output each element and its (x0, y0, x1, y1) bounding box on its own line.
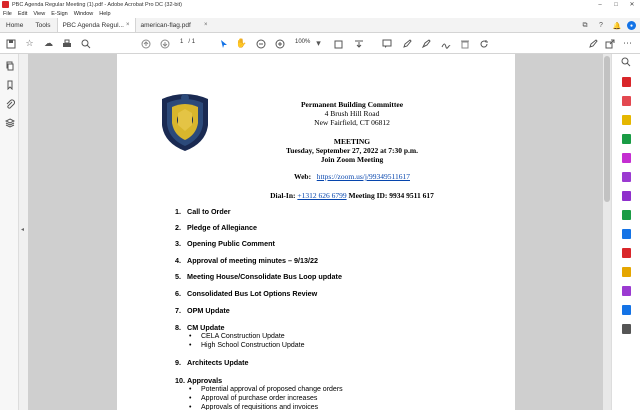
agenda-item-text: CM Update (187, 323, 225, 332)
send-for-signature-icon[interactable] (621, 190, 632, 201)
agenda-item-number: 1. (175, 207, 181, 216)
account-avatar[interactable]: ● (627, 21, 636, 30)
menu-view[interactable]: View (33, 10, 46, 17)
close-tab-icon[interactable]: × (126, 22, 130, 28)
doc-tab-label: american-flag.pdf (140, 21, 191, 29)
menu-window[interactable]: Window (73, 10, 94, 17)
agenda-item-number: 6. (175, 289, 181, 298)
agenda-subitem-text: Approval of purchase order increases (201, 395, 318, 402)
share-screen-icon[interactable]: ⧉ (582, 21, 588, 29)
agenda-item-number: 9. (175, 358, 181, 367)
close-tab-icon[interactable]: × (204, 22, 208, 28)
dialin-number-link[interactable]: +1312 626 6799 (297, 191, 347, 200)
chevron-down-icon[interactable]: ▾ (316, 38, 321, 48)
address-line-1: 4 Brush Hill Road (324, 109, 380, 118)
agenda-item-number: 5. (175, 272, 181, 281)
agenda-item (175, 323, 225, 332)
layers-icon[interactable] (4, 117, 15, 128)
agenda-item (175, 306, 230, 315)
create-pdf-icon[interactable] (621, 95, 632, 106)
bookmarks-icon[interactable] (4, 79, 15, 90)
join-zoom-label: Join Zoom Meeting (320, 155, 384, 164)
highlight-icon[interactable] (420, 38, 431, 49)
organize-pages-icon[interactable] (621, 133, 632, 144)
acrobat-icon (2, 1, 9, 8)
combine-files-icon[interactable] (621, 266, 632, 277)
meeting-heading: MEETING (333, 137, 371, 146)
meeting-id: Meeting ID: 9934 9511 617 (348, 191, 434, 200)
agenda-item (175, 207, 231, 216)
doc-tab-american-flag[interactable] (135, 18, 213, 32)
web-label: Web: (294, 172, 312, 181)
header-actions (575, 21, 636, 30)
print-icon[interactable] (61, 38, 72, 49)
agenda-item-number: 2. (175, 223, 181, 232)
tab-bar (0, 18, 640, 33)
redact-icon[interactable] (621, 304, 632, 315)
page-total: / 1 (188, 39, 196, 45)
town-seal-icon (158, 91, 212, 153)
window-controls (592, 0, 640, 9)
agenda-subitem-text: High School Construction Update (201, 342, 305, 349)
agenda-subitem: • Approvals of requisitions and invoices (189, 404, 319, 410)
scrollbar-thumb[interactable] (604, 56, 610, 202)
page-up-icon[interactable] (140, 38, 151, 49)
request-signatures-icon[interactable] (621, 285, 632, 296)
menu-bar (0, 9, 640, 18)
page-thumbnails-icon[interactable] (4, 60, 15, 71)
search-tools-icon[interactable] (621, 57, 632, 68)
agenda-item (175, 256, 318, 265)
meeting-datetime: Tuesday, September 27, 2022 at 7:30 p.m. (285, 146, 419, 155)
menu-esign[interactable]: E-Sign (51, 10, 68, 17)
pen-icon[interactable] (401, 38, 412, 49)
attachments-icon[interactable] (4, 98, 15, 109)
doc-tab-pbc-agenda[interactable] (57, 18, 135, 32)
agenda-item-number: 4. (175, 256, 181, 265)
agenda-item (175, 358, 249, 367)
agenda-subitem: • High School Construction Update (189, 342, 305, 349)
agenda-subitem-text: CELA Construction Update (201, 333, 285, 340)
tab-home[interactable]: Home (6, 21, 24, 29)
pdf-page (117, 54, 515, 410)
agenda-item (175, 272, 342, 281)
agenda-item-text: Meeting House/Consolidate Bus Loop update (187, 272, 342, 281)
zoom-out-icon[interactable] (255, 38, 266, 49)
agenda-item-text: Opening Public Comment (187, 239, 275, 248)
share-icon[interactable] (604, 38, 615, 49)
collapse-left-icon[interactable]: ◂ (21, 227, 25, 233)
agenda-item-text: Approvals (187, 376, 223, 385)
page-indicator (180, 39, 195, 45)
menu-file[interactable]: File (3, 10, 12, 17)
menu-edit[interactable]: Edit (17, 10, 28, 17)
agenda-item-text: Architects Update (187, 358, 249, 367)
search-icon[interactable] (80, 38, 91, 49)
more-tools-icon[interactable] (621, 323, 632, 334)
bookmark-star-icon[interactable]: ☆ (25, 38, 34, 48)
agenda-item-text: Approval of meeting minutes – 9/13/22 (187, 256, 319, 265)
agenda-item-text: OPM Update (187, 306, 230, 315)
agenda-item (175, 289, 317, 298)
rotate-icon[interactable] (478, 38, 489, 49)
scan-ocr-icon[interactable] (621, 209, 632, 220)
sign-icon[interactable] (440, 38, 451, 49)
compress-icon[interactable] (621, 247, 632, 258)
left-navigation-rail (0, 54, 19, 410)
fill-sign-icon[interactable] (621, 171, 632, 182)
dialin-label: Dial-In: (270, 191, 296, 200)
address-line-2: New Fairfield, CT 06812 (314, 118, 390, 127)
zoom-level-select[interactable]: 100% (295, 39, 311, 45)
edit-pdf-icon[interactable] (621, 152, 632, 163)
doc-tab-label: PBC Agenda Regul... (62, 21, 124, 29)
fit-page-icon[interactable] (333, 38, 344, 49)
agenda-subitem: • Approval of purchase order increases (189, 395, 318, 402)
main-toolbar (0, 33, 640, 54)
agenda-subitem-text: Potential approval of proposed change orders (201, 386, 343, 393)
upload-cloud-icon[interactable]: ☁ (44, 38, 53, 48)
agenda-item-text: Call to Order (187, 207, 231, 216)
help-icon[interactable]: ? (599, 22, 603, 29)
comment-tool-icon[interactable] (621, 114, 632, 125)
dialin-line (259, 191, 445, 200)
agenda-subitem: • Potential approval of proposed change orders (189, 386, 343, 393)
vertical-scrollbar[interactable] (603, 54, 611, 410)
agenda-subitem: • CELA Construction Update (189, 333, 285, 340)
comment-icon[interactable] (381, 38, 392, 49)
minimize-button[interactable]: – (598, 1, 602, 8)
title-bar (0, 0, 640, 9)
agenda-subitem-text: Approvals of requisitions and invoices (201, 404, 319, 410)
agenda-item (175, 376, 222, 385)
agenda-item-number: 7. (175, 306, 181, 315)
agenda-item-number: 10. (175, 376, 185, 385)
agenda-item (175, 239, 275, 248)
maximize-button[interactable]: □ (614, 1, 618, 8)
notifications-icon[interactable]: 🔔 (612, 22, 622, 30)
agenda-item-number: 3. (175, 239, 181, 248)
page-current-input[interactable]: 1 (180, 39, 184, 45)
more-options-icon[interactable]: ⋯ (623, 38, 632, 48)
close-window-button[interactable]: ✕ (629, 2, 635, 8)
select-cursor-icon[interactable] (218, 38, 229, 49)
agenda-item (175, 223, 257, 232)
scroll-mode-icon[interactable] (353, 38, 364, 49)
zoom-in-icon[interactable] (274, 38, 285, 49)
zoom-web-link[interactable]: https://zoom.us/j/99349511617 (316, 172, 410, 181)
delete-icon[interactable] (459, 38, 470, 49)
right-tools-rail (611, 54, 640, 410)
menu-help[interactable]: Help (99, 10, 111, 17)
edit-sign-icon[interactable] (587, 38, 598, 49)
export-pdf-icon[interactable] (621, 76, 632, 87)
web-line (259, 172, 445, 181)
org-name: Permanent Building Committee (300, 100, 404, 109)
page-down-icon[interactable] (159, 38, 170, 49)
tab-tools[interactable]: Tools (35, 21, 51, 29)
agenda-item-number: 8. (175, 323, 181, 332)
document-canvas (28, 54, 603, 410)
save-icon[interactable] (5, 38, 16, 49)
agenda-item-text: Consolidated Bus Lot Options Review (187, 289, 318, 298)
hand-tool-icon[interactable]: ✋ (235, 38, 248, 48)
agenda-item-text: Pledge of Allegiance (187, 223, 258, 232)
protect-icon[interactable] (621, 228, 632, 239)
window-title: PBC Agenda Regular Meeting (1).pdf - Adobe Acrobat Pro DC (32-bit) (12, 1, 182, 8)
